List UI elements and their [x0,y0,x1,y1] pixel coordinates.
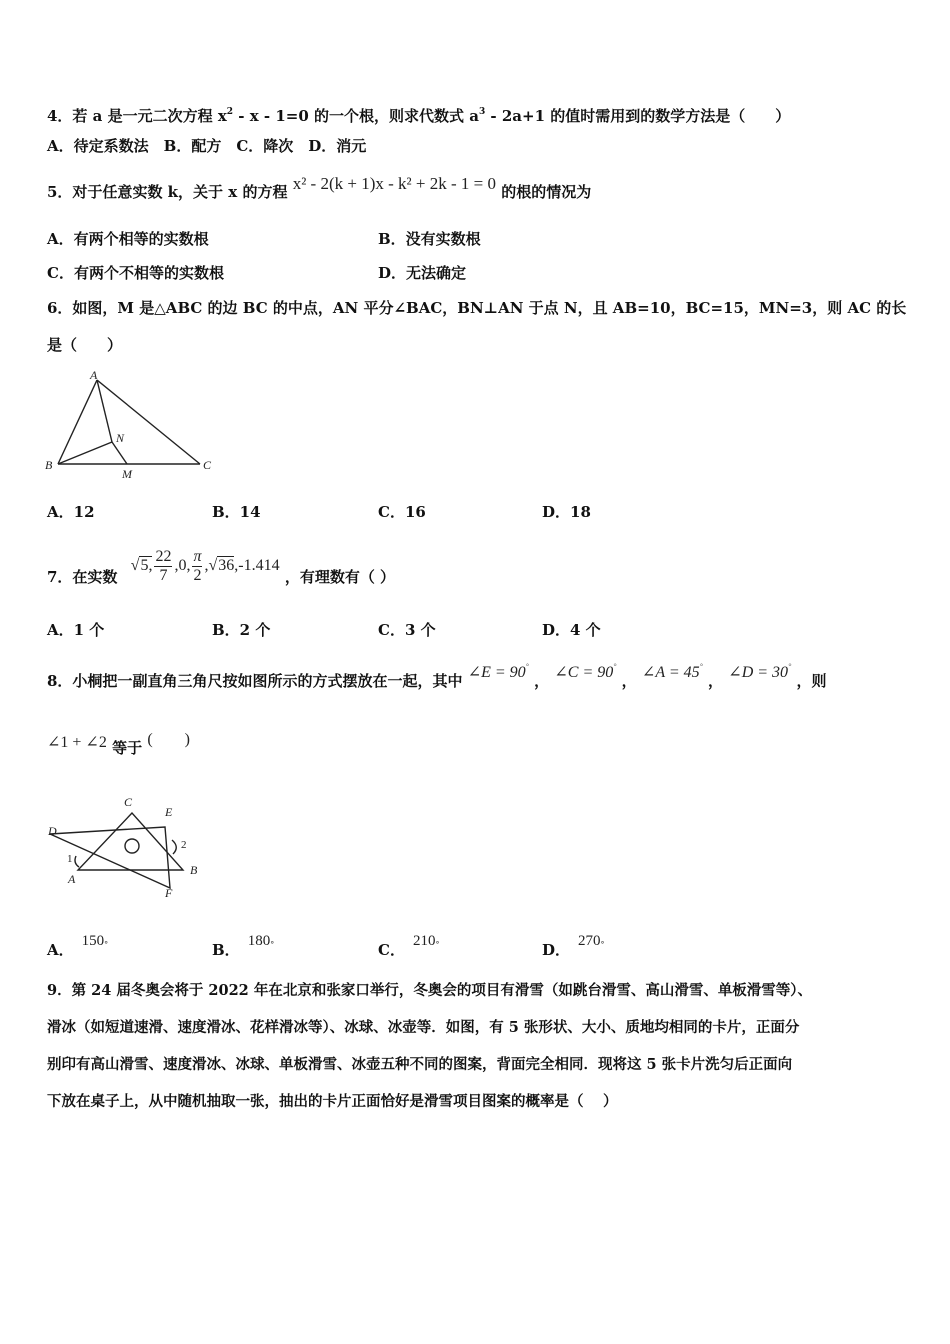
q9-line-4: 下放在桌子上，从中随机抽取一张，抽出的卡片正面恰好是滑雪项目图案的概率是（ ） [47,1093,618,1110]
q7-fraction-pi-2: $\frac{\pi}{2}$ [193,548,202,584]
q6-label-a: A [90,368,98,382]
q9-line-3: 别印有高山滑雪、速度滑冰、冰球、单板滑雪、冰壶五种不同的图案，背面完全相同．现将这 5 张卡片洗匀后正面向 [47,1056,793,1073]
q8-label-f: F [165,886,173,900]
q6-triangle-figure [40,368,225,483]
q8-option-c: C． 210° [378,933,440,959]
q9-line-2: 滑冰（如短道速滑、速度滑冰、花样滑冰等）、冰球、冰壶等．如图，有 5 张形状、大小、质地均相同的卡片，正面分 [47,1019,800,1036]
q5-option-d: D．无法确定 [378,264,467,282]
q8-sum-expression: ∠1 + ∠2 [47,734,107,751]
q6-option-d: D．18 [542,503,591,521]
q8-label-d: D [48,824,57,838]
q4-options: A．待定系数法 B．配方 C．降次 D．消元 [47,137,367,155]
q6-option-a: A．12 [47,503,95,521]
q6-segment-an [97,380,112,442]
q4-stem: 4．若 a 是一元二次方程 $x^2 - x - 1=0$ 的一个根，则求代数式 $a^3 - 2a+1$ 的值时需用到的数学方法是（ ） [47,107,791,125]
q6-stem-line2: 是（ ） [47,336,123,354]
q7-option-b: B．2 个 [212,621,271,639]
q8-label-e: E [165,805,173,819]
q8-option-b: B． 180° [212,933,275,959]
q8-set-squares-figure [40,790,220,905]
q8-label-a: A [68,872,76,886]
q5-stem: 5．对于任意实数 k，关于 x 的方程 x² - 2(k + 1)x - k² + 2k - 1 = 0 的根的情况为 [47,174,592,201]
q7-stem: 7．在实数 √5, $\frac{22}{7}$ ,0, $\frac{\pi}{2}$ ,√36,-1.414 ，有理数有（ ） [47,548,396,587]
q8-label-2: 2 [181,839,187,851]
q6-label-m: M [122,467,132,481]
q6-side-ac [97,380,200,464]
q7-option-a: A．1 个 [47,621,105,639]
q5-equation: x² - 2(k + 1)x - k² + 2k - 1 = 0 [292,174,496,193]
q5-option-c: C．有两个不相等的实数根 [47,264,224,282]
q6-side-ab [58,380,97,464]
q6-stem-line1: 6．如图，M 是△ABC 的边 BC 的中点，AN 平分∠BAC，BN⊥AN 于点 N，且 AB=10，BC=15，MN=3，则 AC 的长 [47,299,907,317]
q7-option-d: D．4 个 [542,621,601,639]
q8-stem: 8．小桐把一副直角三角尺按如图所示的方式摆放在一起，其中 ∠E = 90° ， ∠C = 90° ， ∠A = 45° ， ∠D = 30° ，则 [47,662,827,690]
q8-label-b: B [190,863,198,877]
q8-angle-e: ∠E = 90° [467,662,529,681]
q7-option-c: C．3 个 [378,621,436,639]
q6-label-n: N [116,431,125,445]
q6-label-b: B [45,458,53,472]
q8-angle-2-arc [172,840,176,854]
q7-number-list: √5, $\frac{22}{7}$ ,0, $\frac{\pi}{2}$ ,√36,-1.414 [130,548,280,584]
q8-angle-c: ∠C = 90° [554,662,617,681]
q6-label-c: C [203,458,212,472]
q6-option-c: C．16 [378,503,426,521]
q8-angle-a: ∠A = 45° [641,662,703,681]
q8-stem-line2: ∠1 + ∠2 等于 ( ) [47,731,190,757]
q8-angle-1-arc [75,856,79,867]
q8-angle-d: ∠D = 30° [728,662,792,681]
q5-option-b: B．没有实数根 [378,230,481,248]
q8-label-c: C [124,795,133,809]
q8-hole-circle [125,839,139,853]
q8-option-a: A． 150° [47,933,109,959]
q8-label-1: 1 [67,853,73,865]
q6-segment-nm [112,442,127,464]
q8-option-d: D． 270° [542,933,605,959]
q6-option-b: B．14 [212,503,261,521]
q7-fraction-22-7: $\frac{22}{7}$ [155,548,172,584]
q5-option-a: A．有两个相等的实数根 [47,230,209,248]
q8-bracket: ( ) [147,731,190,748]
q9-line-1: 9．第 24 届冬奥会将于 2022 年在北京和张家口举行，冬奥会的项目有滑雪（如跳台滑雪、高山滑雪、单板滑雪等）、 [47,982,813,999]
